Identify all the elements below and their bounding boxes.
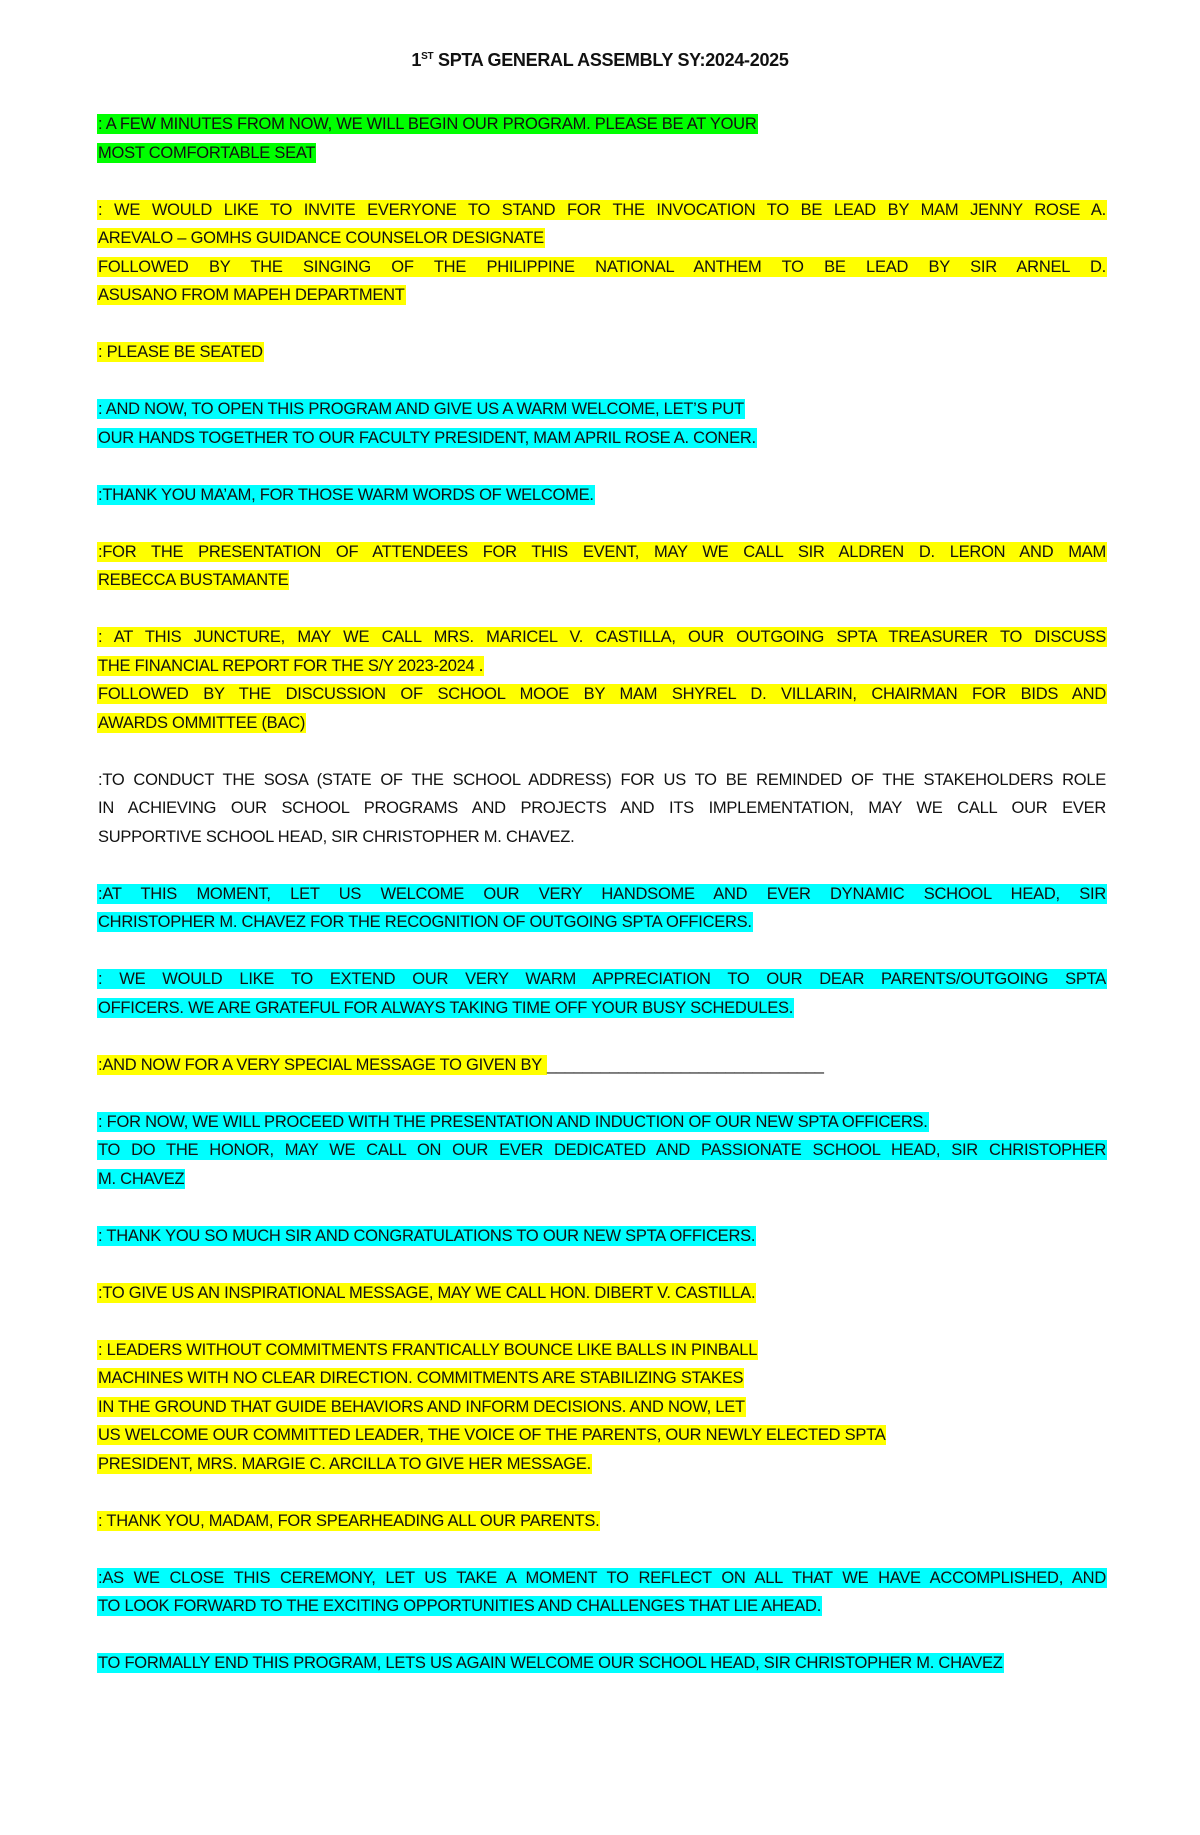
script-line: OFFICERS. WE ARE GRATEFUL FOR ALWAYS TAKING TIME OFF YOUR BUSY SCHEDULES. [98,998,794,1017]
script-line: : AND NOW, TO OPEN THIS PROGRAM AND GIVE US A WARM WELCOME, LET’S PUT [98,400,744,418]
script-line: TO FORMALLY END THIS PROGRAM, LETS US AGAIN WELCOME OUR SCHOOL HEAD, SIR CHRISTOPHER M. CHAVEZ [98,1654,1003,1672]
script-line: :THANK YOU MA’AM, FOR THOSE WARM WORDS OF WELCOME. [98,485,594,504]
script-paragraph-financial-report [97,623,1107,737]
script-paragraph-invocation-anthem [97,196,1107,310]
script-line: :TO GIVE US AN INSPIRATIONAL MESSAGE, MAY WE CALL HON. DIBERT V. CASTILLA. [98,1283,756,1302]
script-line: : FOR NOW, WE WILL PROCEED WITH THE PRESENTATION AND INDUCTION OF OUR NEW SPTA OFFICERS. [98,1112,928,1131]
script-line: REBECCA BUSTAMANTE [98,571,289,589]
script-paragraph-inspirational-message [97,1279,1107,1308]
title-number: 1 [411,50,422,70]
script-paragraph-be-seated [97,338,1107,367]
script-paragraph-leaders [97,1336,1107,1479]
script-line: OUR HANDS TOGETHER TO OUR FACULTY PRESIDENT, MAM APRIL ROSE A. CONER. [98,428,756,447]
script-line: : THANK YOU, MADAM, FOR SPEARHEADING ALL OUR PARENTS. [98,1511,600,1530]
script-paragraph-thank-welcome [97,481,1107,510]
script-line: AREVALO – GOMHS GUIDANCE COUNSELOR DESIGNATE [98,229,544,247]
script-paragraph-congratulations [97,1222,1107,1251]
script-line: :AND NOW FOR A VERY SPECIAL MESSAGE TO GIVEN BY [98,1055,547,1074]
script-line: M. CHAVEZ [98,1169,185,1188]
script-paragraph-thank-madam [97,1507,1107,1536]
script-line: SUPPORTIVE SCHOOL HEAD, SIR CHRISTOPHER M. CHAVEZ. [98,827,575,846]
speaker-blank: _______________________________ [547,1055,824,1074]
script-paragraph-closing [97,1564,1107,1621]
script-line: ASUSANO FROM MAPEH DEPARTMENT [98,286,405,304]
script-line: : THANK YOU SO MUCH SIR AND CONGRATULATIONS TO OUR NEW SPTA OFFICERS. [98,1226,756,1245]
script-paragraph-induction [97,1108,1107,1194]
script-line: IN ACHIEVING OUR SCHOOL PROGRAMS AND PROJECTS AND ITS IMPLEMENTATION, MAY WE CALL OUR EVER [98,799,1106,817]
script-paragraph-welcome-address [97,395,1107,452]
script-paragraph-attendees [97,538,1107,595]
script-line: FOLLOWED BY THE SINGING OF THE PHILIPPINE NATIONAL ANTHEM TO BE LEAD BY SIR ARNEL D. [98,257,1106,276]
title-ordinal-suffix: ST [421,51,434,62]
script-line: PRESIDENT, MRS. MARGIE C. ARCILLA TO GIVE HER MESSAGE. [98,1454,591,1473]
script-paragraph-opening-notice [97,110,1107,167]
script-paragraph-recognition [97,880,1107,937]
title-text: SPTA GENERAL ASSEMBLY SY:2024-2025 [433,50,789,70]
script-line: THE FINANCIAL REPORT FOR THE S/Y 2023-2024 . [98,656,484,675]
script-paragraph-appreciation [97,965,1107,1022]
script-line: CHRISTOPHER M. CHAVEZ FOR THE RECOGNITION OF OUTGOING SPTA OFFICERS. [98,913,752,931]
script-line: :AT THIS MOMENT, LET US WELCOME OUR VERY HANDSOME AND EVER DYNAMIC SCHOOL HEAD, SIR [98,884,1106,903]
script-line: MOST COMFORTABLE SEAT [98,143,316,162]
script-line: : PLEASE BE SEATED [98,343,263,361]
script-line: : WE WOULD LIKE TO EXTEND OUR VERY WARM APPRECIATION TO OUR DEAR PARENTS/OUTGOING SPTA [98,970,1106,988]
script-line: TO LOOK FORWARD TO THE EXCITING OPPORTUNITIES AND CHALLENGES THAT LIE AHEAD. [98,1597,822,1615]
script-line: :TO CONDUCT THE SOSA (STATE OF THE SCHOOL ADDRESS) FOR US TO BE REMINDED OF THE STAKEHOLDERS ROLE [98,770,1106,789]
script-paragraph-sosa [97,766,1107,852]
script-paragraph-formal-end [97,1649,1107,1678]
script-line: : A FEW MINUTES FROM NOW, WE WILL BEGIN OUR PROGRAM. PLEASE BE AT YOUR [98,115,757,133]
script-line: : WE WOULD LIKE TO INVITE EVERYONE TO STAND FOR THE INVOCATION TO BE LEAD BY MAM JENNY ROSE A. [98,200,1106,219]
script-line: IN THE GROUND THAT GUIDE BEHAVIORS AND INFORM DECISIONS. AND NOW, LET [98,1397,745,1416]
script-line: FOLLOWED BY THE DISCUSSION OF SCHOOL MOOE BY MAM SHYREL D. VILLARIN, CHAIRMAN FOR BIDS AND [98,685,1106,703]
script-line: :FOR THE PRESENTATION OF ATTENDEES FOR THIS EVENT, MAY WE CALL SIR ALDREN D. LERON AND MAM [98,542,1106,561]
script-line: US WELCOME OUR COMMITTED LEADER, THE VOICE OF THE PARENTS, OUR NEWLY ELECTED SPTA [98,1426,886,1444]
script-line: : LEADERS WITHOUT COMMITMENTS FRANTICALLY BOUNCE LIKE BALLS IN PINBALL [98,1340,758,1359]
script-line: :AS WE CLOSE THIS CEREMONY, LET US TAKE A MOMENT TO REFLECT ON ALL THAT WE HAVE ACCOMPLISHED, AND [98,1568,1106,1587]
program-script [97,110,1107,1706]
script-paragraph-special-message [97,1051,1107,1080]
script-line: : AT THIS JUNCTURE, MAY WE CALL MRS. MARICEL V. CASTILLA, OUR OUTGOING SPTA TREASURER TO DISCUSS [98,628,1106,646]
script-line: AWARDS OMMITTEE (BAC) [98,713,306,732]
script-line: TO DO THE HONOR, MAY WE CALL ON OUR EVER DEDICATED AND PASSIONATE SCHOOL HEAD, SIR CHRISTOPHER [98,1141,1106,1159]
page-title [0,50,1200,71]
script-line: MACHINES WITH NO CLEAR DIRECTION. COMMITMENTS ARE STABILIZING STAKES [98,1369,744,1387]
